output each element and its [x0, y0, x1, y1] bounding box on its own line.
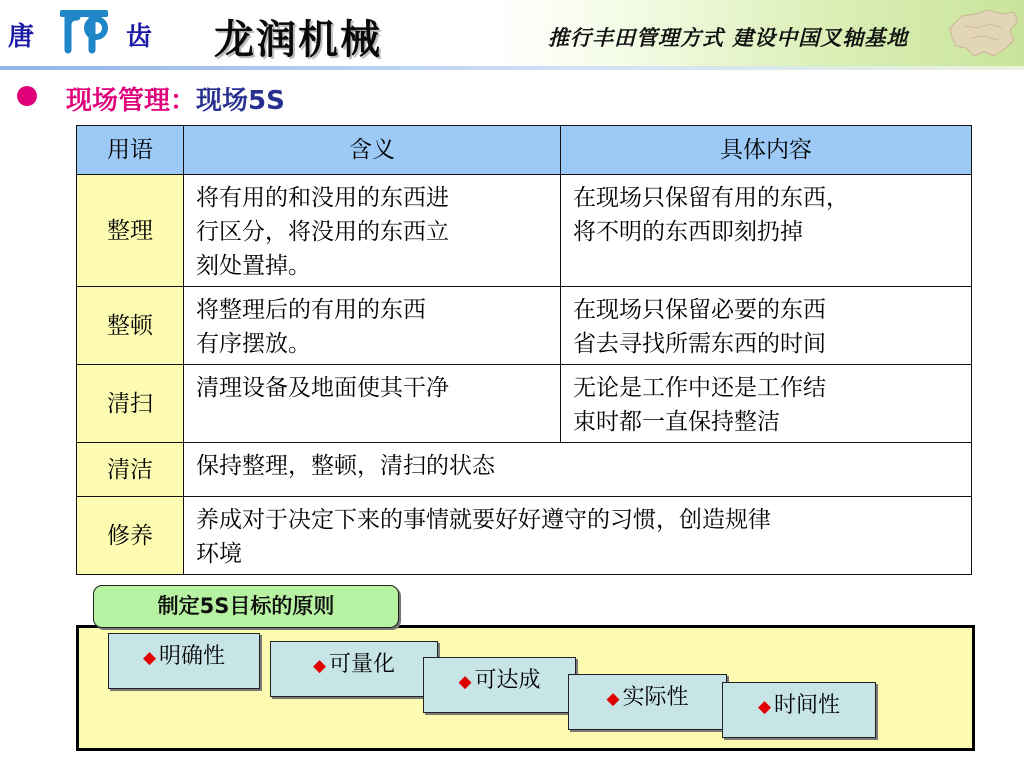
table-row-seiton [77, 287, 972, 365]
detail-cell [561, 287, 972, 365]
column-header-meaning: 含义 [184, 126, 561, 175]
term-cell: 清洁 [77, 443, 184, 497]
principle-label: 实际性 [622, 685, 689, 710]
principles-title: 制定5S目标的原则 [93, 585, 399, 628]
term-cell: 整理 [77, 175, 184, 287]
meaning-line: 有序摆放。 [196, 331, 311, 357]
diamond-bullet-icon: ◆ [312, 656, 327, 676]
meaning-cell [184, 365, 561, 443]
principle-step [108, 633, 260, 689]
detail-cell [561, 365, 972, 443]
meaning-cell [184, 443, 972, 497]
company-slogan: 推行丰田管理方式 建设中国叉轴基地 [548, 25, 909, 50]
5s-table [76, 125, 972, 575]
principle-step [270, 641, 438, 697]
meaning-cell [184, 287, 561, 365]
diamond-bullet-icon: ◆ [757, 697, 772, 717]
detail-line: 省去寻找所需东西的时间 [573, 331, 826, 357]
section-heading [66, 80, 285, 117]
principle-step [423, 657, 576, 713]
heading-topic: 现场管理： [66, 86, 197, 116]
company-logo-icon [56, 6, 112, 58]
brand-char-left: 唐 [8, 22, 35, 52]
detail-line: 在现场只保留必要的东西 [573, 297, 826, 323]
meaning-line: 养成对于决定下来的事情就要好好遵守的习惯，创造规律 [196, 507, 771, 533]
slide-header [0, 0, 1024, 66]
meaning-cell [184, 497, 972, 575]
table-header-row [77, 126, 972, 175]
diamond-bullet-icon: ◆ [606, 689, 620, 709]
meaning-line: 将整理后的有用的东西 [196, 297, 426, 323]
meaning-line: 将有用的和没用的东西进 [196, 185, 449, 211]
column-header-term: 用语 [77, 126, 184, 175]
meaning-line: 环境 [196, 541, 242, 567]
meaning-line: 行区分，将没用的东西立 [196, 219, 449, 245]
company-title: 龙润机械 [214, 16, 382, 63]
term-cell: 修养 [77, 497, 184, 575]
china-map-icon [944, 6, 1022, 62]
meaning-line: 保持整理，整顿，清扫的状态 [196, 453, 495, 479]
table-row-seiketsu [77, 443, 972, 497]
brand-char-right: 齿 [126, 22, 153, 52]
term-cell: 整顿 [77, 287, 184, 365]
detail-line: 在现场只保留有用的东西， [573, 185, 849, 211]
meaning-cell [184, 175, 561, 287]
meaning-line: 清理设备及地面使其干净 [196, 375, 449, 401]
principle-label: 明确性 [159, 644, 226, 669]
table-row-shitsuke [77, 497, 972, 575]
principle-step [568, 674, 727, 730]
heading-subtopic: 现场5S [196, 86, 285, 116]
detail-line: 无论是工作中还是工作结 [573, 375, 826, 401]
principle-label: 可达成 [474, 668, 541, 693]
column-header-detail: 具体内容 [561, 126, 972, 175]
table-row-seiso [77, 365, 972, 443]
header-divider [0, 66, 1024, 70]
detail-cell [561, 175, 972, 287]
table-row-seiri [77, 175, 972, 287]
meaning-line: 刻处置掉。 [196, 253, 311, 279]
diamond-bullet-icon: ◆ [142, 648, 157, 668]
principle-label: 时间性 [774, 693, 841, 718]
term-cell: 清扫 [77, 365, 184, 443]
detail-line: 束时都一直保持整洁 [573, 409, 780, 435]
diamond-bullet-icon: ◆ [458, 672, 472, 692]
principle-label: 可量化 [329, 652, 396, 677]
heading-bullet-icon [17, 86, 37, 106]
principle-step [722, 682, 876, 738]
detail-line: 将不明的东西即刻扔掉 [573, 219, 803, 245]
